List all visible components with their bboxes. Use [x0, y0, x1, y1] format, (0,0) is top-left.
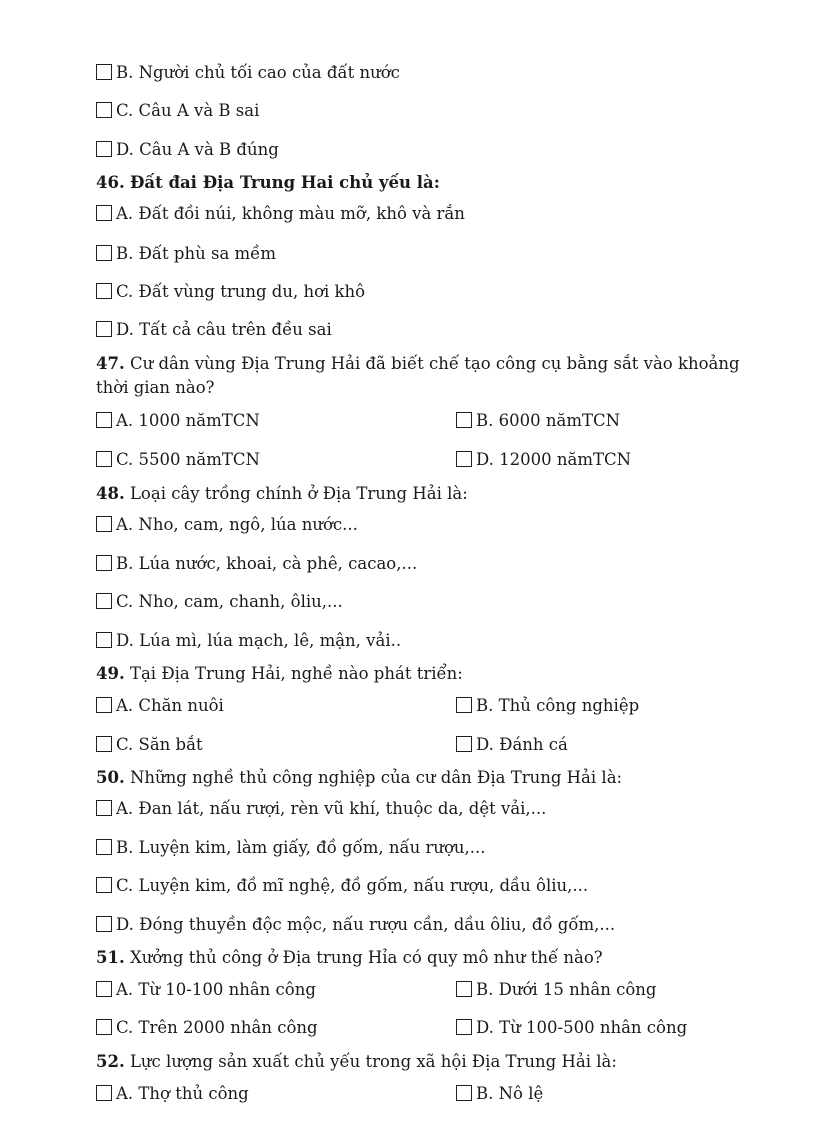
question-47: 47. Cư dân vùng Địa Trung Hải đã biết chế tạo công cụ bằng sắt vào khoảng thời gian nào? [96, 354, 740, 397]
option-row[interactable] [96, 139, 279, 161]
question-text: Xưởng thủ công ở Địa trung Hỉa có quy mô như thế nào? [129, 948, 603, 967]
option-text: D. Câu A và B đúng [116, 140, 279, 159]
question-51: 51. Xưởng thủ công ở Địa trung Hỉa có quy mô như thế nào? [96, 948, 603, 967]
option-row[interactable] [96, 281, 365, 303]
checkbox[interactable] [96, 981, 112, 997]
option-row[interactable] [96, 798, 546, 820]
option-row[interactable] [456, 695, 639, 717]
option-row[interactable] [96, 514, 358, 536]
checkbox[interactable] [456, 736, 472, 752]
option-text: A. Đất đồi núi, không màu mỡ, khô và rắn [116, 204, 465, 223]
option-text: A. Từ 10-100 nhân công [116, 980, 316, 999]
option-text: C. Đất vùng trung du, hơi khô [116, 282, 366, 301]
checkbox[interactable] [96, 593, 112, 609]
option-text: B. Người chủ tối cao của đất nước [116, 63, 400, 82]
option-row[interactable] [96, 553, 417, 575]
option-text: D. Đánh cá [476, 735, 568, 754]
option-row[interactable] [96, 1083, 249, 1105]
option-row[interactable] [96, 62, 400, 84]
checkbox[interactable] [96, 141, 112, 157]
checkbox[interactable] [96, 1085, 112, 1101]
option-text: A. Đan lát, nấu rượi, rèn vũ khí, thuộc da, dệt vải,... [116, 799, 547, 818]
question-50: 50. Những nghề thủ công nghiệp của cư dân Địa Trung Hải là: [96, 768, 623, 787]
checkbox[interactable] [96, 800, 112, 816]
option-text: D. Tất cả câu trên đều sai [116, 320, 332, 339]
option-text: C. Trên 2000 nhân công [116, 1018, 318, 1037]
checkbox[interactable] [456, 1085, 472, 1101]
option-text: B. 6000 nămTCN [476, 411, 621, 430]
checkbox[interactable] [96, 321, 112, 337]
option-text: D. 12000 nămTCN [476, 450, 632, 469]
option-row[interactable] [96, 203, 465, 225]
option-row[interactable] [96, 449, 260, 471]
checkbox[interactable] [96, 877, 112, 893]
option-row[interactable] [96, 979, 316, 1001]
question-text: Loại cây trồng chính ở Địa Trung Hải là: [129, 484, 468, 503]
option-row[interactable] [456, 1083, 543, 1105]
checkbox[interactable] [96, 839, 112, 855]
option-text: C. Nho, cam, chanh, ôliu,... [116, 592, 343, 611]
checkbox[interactable] [96, 245, 112, 261]
option-row[interactable] [456, 979, 657, 1001]
option-text: B. Nô lệ [476, 1084, 544, 1103]
option-text: B. Luyện kim, làm giấy, đồ gốm, nấu rượu,... [116, 838, 486, 857]
option-text: B. Đất phù sa mềm [116, 244, 276, 263]
option-row[interactable] [96, 1017, 318, 1039]
checkbox[interactable] [456, 1019, 472, 1035]
option-text: A. Nho, cam, ngô, lúa nước... [116, 515, 358, 534]
option-text: A. 1000 nămTCN [116, 411, 260, 430]
question-48: 48. Loại cây trồng chính ở Địa Trung Hải là: [96, 484, 468, 503]
option-text: A. Chăn nuôi [116, 696, 224, 715]
question-text: Lực lượng sản xuất chủ yếu trong xã hội Địa Trung Hải là: [129, 1052, 617, 1071]
option-row[interactable] [96, 319, 332, 341]
checkbox[interactable] [96, 516, 112, 532]
question-text: Tại Địa Trung Hải, nghề nào phát triển: [129, 664, 463, 683]
checkbox[interactable] [456, 451, 472, 467]
option-text: C. Săn bắt [116, 735, 203, 754]
checkbox[interactable] [456, 697, 472, 713]
checkbox[interactable] [96, 1019, 112, 1035]
option-row[interactable] [456, 449, 631, 471]
checkbox[interactable] [96, 412, 112, 428]
question-46: 46. Đất đai Địa Trung Hai chủ yếu là: [96, 173, 440, 192]
question-text: Đất đai Địa Trung Hai chủ yếu là: [129, 173, 440, 192]
question-text: Cư dân vùng Địa Trung Hải đã biết chế tạo công cụ bằng sắt vào khoảng thời gian nào? [96, 354, 740, 397]
option-text: B. Thủ công nghiệp [476, 696, 640, 715]
question-52: 52. Lực lượng sản xuất chủ yếu trong xã hội Địa Trung Hải là: [96, 1052, 617, 1071]
option-text: D. Lúa mì, lúa mạch, lê, mận, vải.. [116, 631, 402, 650]
option-row[interactable] [96, 591, 343, 613]
option-text: D. Đóng thuyền độc mộc, nấu rượu cần, dầu ôliu, đồ gốm,... [116, 915, 616, 934]
option-text: A. Thợ thủ công [116, 1084, 249, 1103]
option-row[interactable] [96, 243, 276, 265]
option-row[interactable] [96, 695, 224, 717]
option-row[interactable] [96, 837, 486, 859]
option-text: B. Dưới 15 nhân công [476, 980, 657, 999]
option-text: C. 5500 nămTCN [116, 450, 260, 469]
checkbox[interactable] [96, 916, 112, 932]
option-text: B. Lúa nước, khoai, cà phê, cacao,... [116, 554, 418, 573]
option-row[interactable] [456, 734, 568, 756]
checkbox[interactable] [96, 102, 112, 118]
checkbox[interactable] [456, 981, 472, 997]
checkbox[interactable] [96, 64, 112, 80]
checkbox[interactable] [96, 736, 112, 752]
option-row[interactable] [456, 410, 620, 432]
checkbox[interactable] [96, 555, 112, 571]
option-row[interactable] [96, 875, 588, 897]
checkbox[interactable] [96, 632, 112, 648]
option-row[interactable] [96, 100, 259, 122]
option-text: D. Từ 100-500 nhân công [476, 1018, 688, 1037]
question-text: Những nghề thủ công nghiệp của cư dân Địa Trung Hải là: [129, 768, 623, 787]
option-row[interactable] [96, 630, 401, 652]
checkbox[interactable] [96, 451, 112, 467]
checkbox[interactable] [96, 205, 112, 221]
checkbox[interactable] [456, 412, 472, 428]
option-text: C. Câu A và B sai [116, 101, 260, 120]
option-text: C. Luyện kim, đồ mĩ nghệ, đồ gốm, nấu rượu, dầu ôliu,... [116, 876, 589, 895]
option-row[interactable] [96, 914, 615, 936]
option-row[interactable] [96, 410, 260, 432]
checkbox[interactable] [96, 283, 112, 299]
checkbox[interactable] [96, 697, 112, 713]
option-row[interactable] [96, 734, 203, 756]
option-row[interactable] [456, 1017, 687, 1039]
question-49: 49. Tại Địa Trung Hải, nghề nào phát triển: [96, 664, 463, 683]
